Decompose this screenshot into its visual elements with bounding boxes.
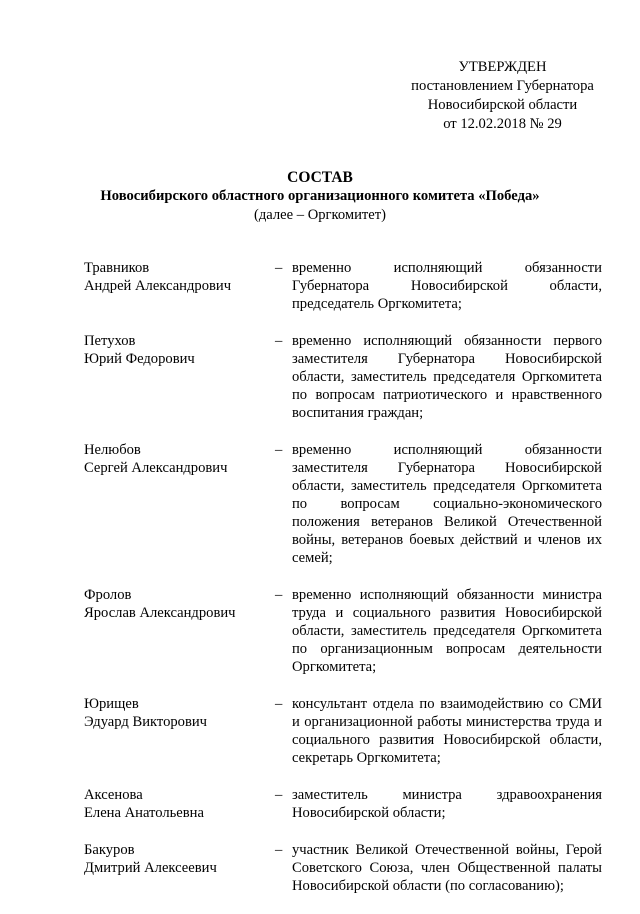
- member-list: [0, 259, 640, 914]
- member-surname: Петухов: [84, 333, 136, 349]
- member-role: временно исполняющий обязанности Губернатора Новосибирской области, председатель Оргкомитета;: [292, 260, 602, 312]
- member-given-name: Сергей Александрович: [84, 460, 228, 476]
- member-surname: Травников: [84, 260, 150, 276]
- member-given-name: Елена Анатольевна: [84, 805, 204, 821]
- member-role: временно исполняющий обязанности заместителя Губернатора Новосибирской области, заместитель председателя Оргкомитета по вопросам социально-экономического положения ветеранов Великой Отечественной войны, ветеранов боевых действий и членов их семей;: [292, 442, 602, 566]
- member-row: [0, 586, 640, 676]
- member-given-name: Дмитрий Алексеевич: [84, 860, 217, 876]
- member-given-name: Андрей Александрович: [84, 278, 232, 294]
- member-row: [0, 841, 640, 895]
- member-role: заместитель министра здравоохранения Новосибирской области;: [292, 787, 602, 821]
- member-dash: –: [275, 260, 283, 276]
- member-role: временно исполняющий обязанности первого заместителя Губернатора Новосибирской области, заместитель председателя Оргкомитета по вопросам патриотического и нравственного воспитания граждан;: [292, 333, 602, 421]
- member-surname: Бакуров: [84, 842, 135, 858]
- member-given-name: Юрий Федорович: [84, 351, 195, 367]
- member-surname: Нелюбов: [84, 442, 141, 458]
- member-surname: Юрищев: [84, 696, 139, 712]
- member-surname: Аксенова: [84, 787, 143, 803]
- approval-date: от 12.02.2018 № 29: [443, 116, 562, 132]
- approval-stamp: [405, 58, 600, 134]
- member-row: [0, 786, 640, 822]
- member-name: [84, 441, 274, 477]
- member-role: консультант отдела по взаимодействию со СМИ и организационной работы министерства труда и социального развития Новосибирской области, секретарь Оргкомитета;: [292, 696, 602, 766]
- approval-authority: постановлением Губернатора: [411, 78, 594, 94]
- member-name: [84, 695, 274, 731]
- member-row: [0, 441, 640, 567]
- member-surname: Фролов: [84, 587, 132, 603]
- member-name: [84, 841, 274, 877]
- member-name: [84, 786, 274, 822]
- member-dash: –: [275, 696, 283, 712]
- member-row: [0, 332, 640, 422]
- member-given-name: Эдуард Викторович: [84, 714, 208, 730]
- member-name: [84, 586, 274, 622]
- member-row: [0, 259, 640, 313]
- member-given-name: Ярослав Александрович: [84, 605, 236, 621]
- member-row: [0, 695, 640, 767]
- document-note: (далее – Оргкомитет): [253, 207, 387, 223]
- member-dash: –: [275, 842, 283, 858]
- document-heading: [60, 168, 580, 225]
- member-dash: –: [275, 787, 283, 803]
- member-dash: –: [275, 587, 283, 603]
- member-name: [84, 332, 274, 368]
- approval-label: УТВЕРЖДЕН: [458, 59, 547, 75]
- member-dash: –: [275, 442, 283, 458]
- approval-region: Новосибирской области: [427, 97, 578, 113]
- member-role: участник Великой Отечественной войны, Герой Советского Союза, член Общественной палаты Новосибирской области (по согласованию);: [292, 842, 602, 894]
- member-name: [84, 259, 274, 295]
- member-role: временно исполняющий обязанности министра труда и социального развития Новосибирской области, заместитель председателя Оргкомитета по организационным вопросам деятельности Оргкомитета;: [292, 587, 602, 675]
- document-subtitle: Новосибирского областного организационного комитета «Победа»: [100, 188, 540, 204]
- document-title: СОСТАВ: [287, 169, 353, 186]
- member-dash: –: [275, 333, 283, 349]
